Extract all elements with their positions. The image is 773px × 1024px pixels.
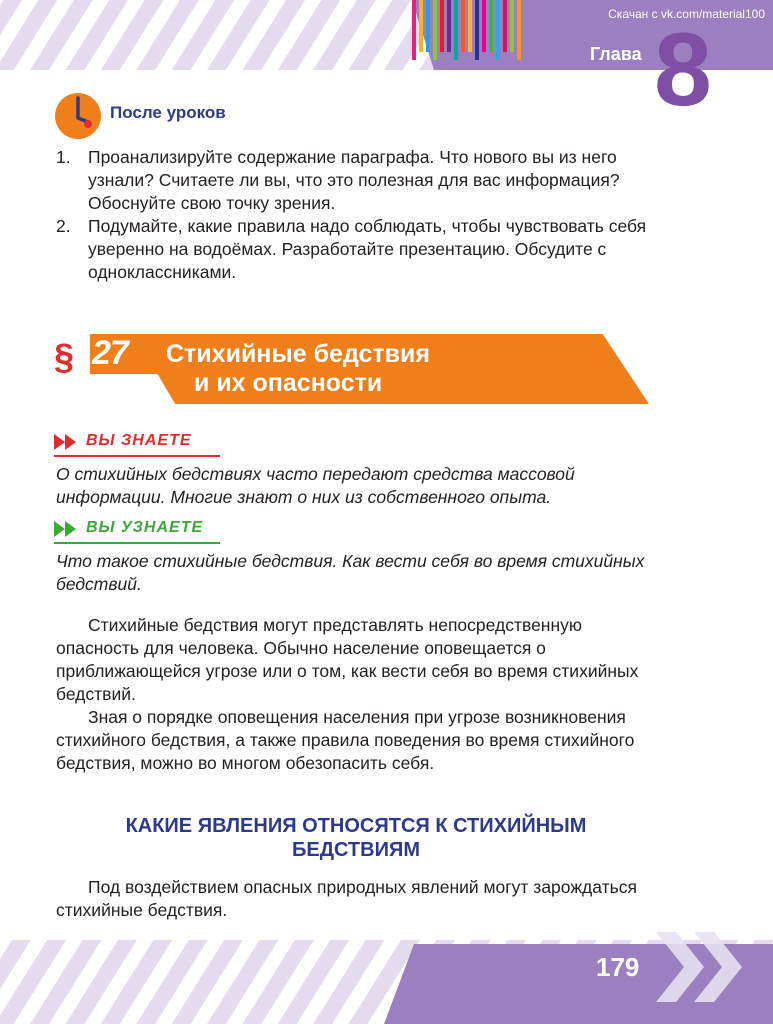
you-know-underline [54,455,220,457]
color-stripe [510,0,514,52]
color-stripe [412,0,416,60]
color-stripe [468,0,472,52]
color-stripe [461,0,465,52]
color-stripe [489,0,493,52]
body-paragraph: Стихийные бедствия могут представлять непосредственную опасность для человека. Обычно население оповещается о приближающейся угрозе или о том, как вести себя во время стихийных бедствий. [56,615,639,704]
color-stripe [482,0,486,52]
color-stripe [440,0,444,52]
task-text: Проанализируйте содержание параграфа. Что нового вы из него узнали? Считаете ли вы, что это полезная для вас информация? Обоснуйте свою точку зрения. [88,147,620,213]
body-text [56,614,656,775]
color-stripe [419,0,423,52]
double-arrow-green-icon [54,520,80,538]
color-stripe [475,0,479,60]
double-chevron-right-icon [654,928,750,1006]
task-number: 1. [56,147,71,167]
color-stripes [412,0,521,64]
you-will-know-label: ВЫ УЗНАЕТЕ [86,519,204,536]
clock-icon [54,92,102,140]
task-list [56,146,656,284]
paragraph-title-line2: и их опасности [194,369,383,397]
color-stripe [496,0,500,60]
color-stripe [447,0,451,52]
section-heading [56,814,656,862]
task-text: Подумайте, какие правила надо соблюдать, чтобы чувствовать себя уверенно на водоёмах. Разработайте презентацию. Обсудите с одноклассниками. [88,216,647,282]
you-know-label: ВЫ ЗНАЕТЕ [86,432,192,449]
color-stripe [503,0,507,52]
page-number: 179 [596,952,640,982]
color-stripe [517,0,521,60]
source-note: Скачан с vk.com/material100 [608,7,765,21]
double-arrow-red-icon [54,433,80,451]
task-number: 2. [56,216,71,236]
you-know-text: О стихийных бедствиях часто передают средства массовой информации. Многие знают о них из собственного опыта. [56,464,575,507]
color-stripe [433,0,437,60]
body-paragraph: Зная о порядке оповещения населения при угрозе возникновения стихийного бедствия, а также правила поведения во время стихийного бедствия, можно во многом обезопасить себя. [56,707,635,773]
paragraph-number: 27 [92,334,128,372]
paragraph-sign: § [54,336,75,377]
color-stripe [454,0,458,60]
paragraph-title [166,340,586,398]
section-heading-line1: КАКИЕ ЯВЛЕНИЯ ОТНОСЯТСЯ К СТИХИЙНЫМ [125,815,587,837]
after-lessons-title: После уроков [110,103,226,122]
you-will-know-text: Что такое стихийные бедствия. Как вести себя во время стихийных бедствий. [56,551,645,594]
section-heading-line2: БЕДСТВИЯМ [292,839,420,861]
chapter-number: 8 [654,12,710,128]
section-paragraph: Под воздействием опасных природных явлений могут зарождаться стихийные бедствия. [56,877,637,920]
task-item [56,146,656,215]
chapter-label: Глава [590,44,642,64]
you-will-know-underline [54,542,220,544]
paragraph-title-line1: Стихийные бедствия [166,340,430,368]
color-stripe [426,0,430,52]
task-item [56,215,656,284]
